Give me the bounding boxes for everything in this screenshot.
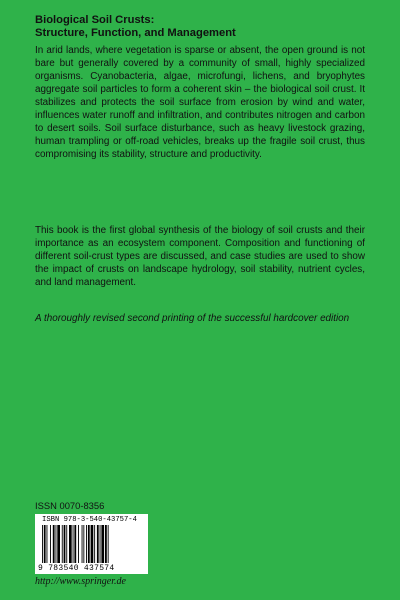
barcode-bar [47,525,48,563]
description-paragraph-2: This book is the first global synthesis of the biology of soil crusts and their importance as an ecosystem component. Composition and functioning of different soil-crust types are discussed, and case studies are used to show the impact of crusts on landscape hydrology, soil stability, nutrient cycles, and land management. [35,225,365,288]
barcode-bar [64,525,66,563]
barcode-bar [78,525,79,563]
barcode-bar [66,525,67,563]
barcode-bar [62,525,63,563]
barcode-bars [42,525,142,563]
barcode-bar [69,525,72,563]
barcode-bar [57,525,60,563]
barcode-bar [74,525,76,563]
barcode-bar [56,525,57,563]
isbn-label: ISBN 978-3-540-43757-4 [42,516,137,524]
barcode-bar [82,525,83,563]
barcode-bar [94,525,95,563]
barcode-bar [44,525,46,563]
book-title [35,14,365,40]
barcode-bar [53,525,55,563]
barcode-bar [50,525,51,563]
edition-note: A thoroughly revised second printing of the successful hardcover edition [35,313,350,324]
title-line-2: Structure, Function, and Management [35,27,236,39]
description-paragraph-1: In arid lands, where vegetation is sparse or absent, the open ground is not bare but generally covered by a community of small, highly specialized organisms. Cyanobacteria, algae, microfungi, lichens, and bryophytes aggregate soil particles to form a coherent skin – the biological soil crust. It stabilizes and protects the soil surface from erosion by wind and water, influences water runoff and infiltration, and contributes nitrogen and carbon to desert soils. Soil surface disturbance, such as heavy livestock grazing, human trampling or off-road vehicles, breaks up the fragile soil crust, thus compromising its stability, structure and productivity. [35,45,365,160]
barcode-bar [105,525,107,563]
barcode-bar [100,525,101,563]
publisher-url: http://www.springer.de [35,576,126,587]
barcode-digits: 9 783540 437574 [38,564,115,573]
barcode-bar [108,525,109,563]
barcode-bar [42,525,43,563]
title-line-1: Biological Soil Crusts: [35,14,155,26]
barcode-bar [83,525,84,563]
barcode [35,514,148,574]
issn-label: ISSN 0070-8356 [35,500,105,511]
barcode-bar [86,525,87,563]
barcode-bar [97,525,99,563]
barcode-bar [91,525,94,563]
barcode-bar [101,525,104,563]
barcode-bar [88,525,90,563]
barcode-bar [73,525,74,563]
